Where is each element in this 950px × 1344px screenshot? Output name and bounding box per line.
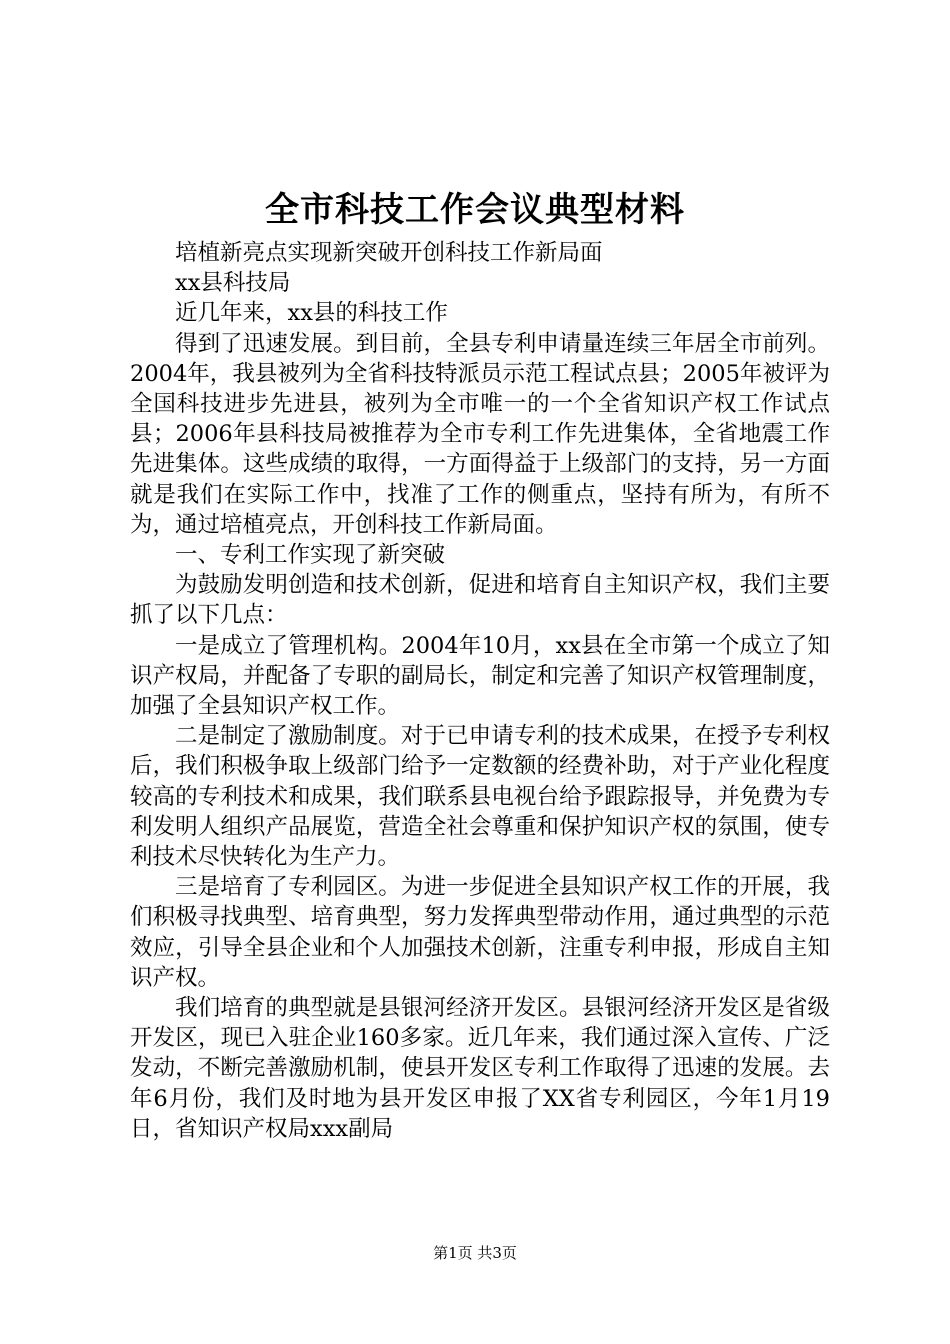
paragraph: 二是制定了激励制度。对于已申请专利的技术成果，在授予专利权后，我们积极争取上级部门给予一定数额的经费补助，对于产业化程度较高的专利技术和成果，我们联系县电视台给予跟踪报导，并免费为专利发明人组织产品展览，营造全社会尊重和保护知识产权的氛围，使专利技术尽快转化为生产力。 <box>130 723 830 871</box>
paragraph: 得到了迅速发展。到目前，全县专利申请量连续三年居全市前列。2004年，我县被列为全省科技特派员示范工程试点县；2005年被评为全国科技进步先进县，被列为全市唯一的一个全省知识产权工作试点县；2006年县科技局被推荐为全市专利工作先进集体，全省地震工作先进集体。这些成绩的取得，一方面得益于上级部门的支持，另一方面就是我们在实际工作中，找准了工作的侧重点，坚持有所为，有所不为，通过培植亮点，开创科技工作新局面。 <box>130 330 830 538</box>
page-number-footer: 第1页 共3页 <box>433 1244 517 1262</box>
subtitle: 培植新亮点实现新突破开创科技工作新局面 <box>175 240 603 266</box>
intro-line: 近几年来，xx县的科技工作 <box>175 300 448 327</box>
paragraph: 三是培育了专利园区。为进一步促进全县知识产权工作的开展，我们积极寻找典型、培育典型，努力发挥典型带动作用，通过典型的示范效应，引导全县企业和个人加强技术创新，注重专利申报，形成自主知识产权。 <box>130 874 830 991</box>
document-title: 全市科技工作会议典型材料 <box>265 190 685 230</box>
paragraph: 我们培育的典型就是县银河经济开发区。县银河经济开发区是省级开发区，现已入驻企业160多家。近几年来，我们通过深入宣传、广泛发动，不断完善激励机制，使县开发区专利工作取得了迅速的发展。去年6月份，我们及时地为县开发区申报了XX省专利园区，今年1月19日，省知识产权局xxx副局 <box>130 995 830 1142</box>
section-heading: 一、专利工作实现了新突破 <box>175 542 446 569</box>
document-body <box>130 238 830 1144</box>
paragraph: 为鼓励发明创造和技术创新，促进和培育自主知识产权，我们主要抓了以下几点： <box>130 572 830 629</box>
author-line: xx县科技局 <box>175 270 291 297</box>
paragraph: 一是成立了管理机构。2004年10月，xx县在全市第一个成立了知识产权局，并配备了专职的副局长，制定和完善了知识产权管理制度，加强了全县知识产权工作。 <box>130 632 830 720</box>
